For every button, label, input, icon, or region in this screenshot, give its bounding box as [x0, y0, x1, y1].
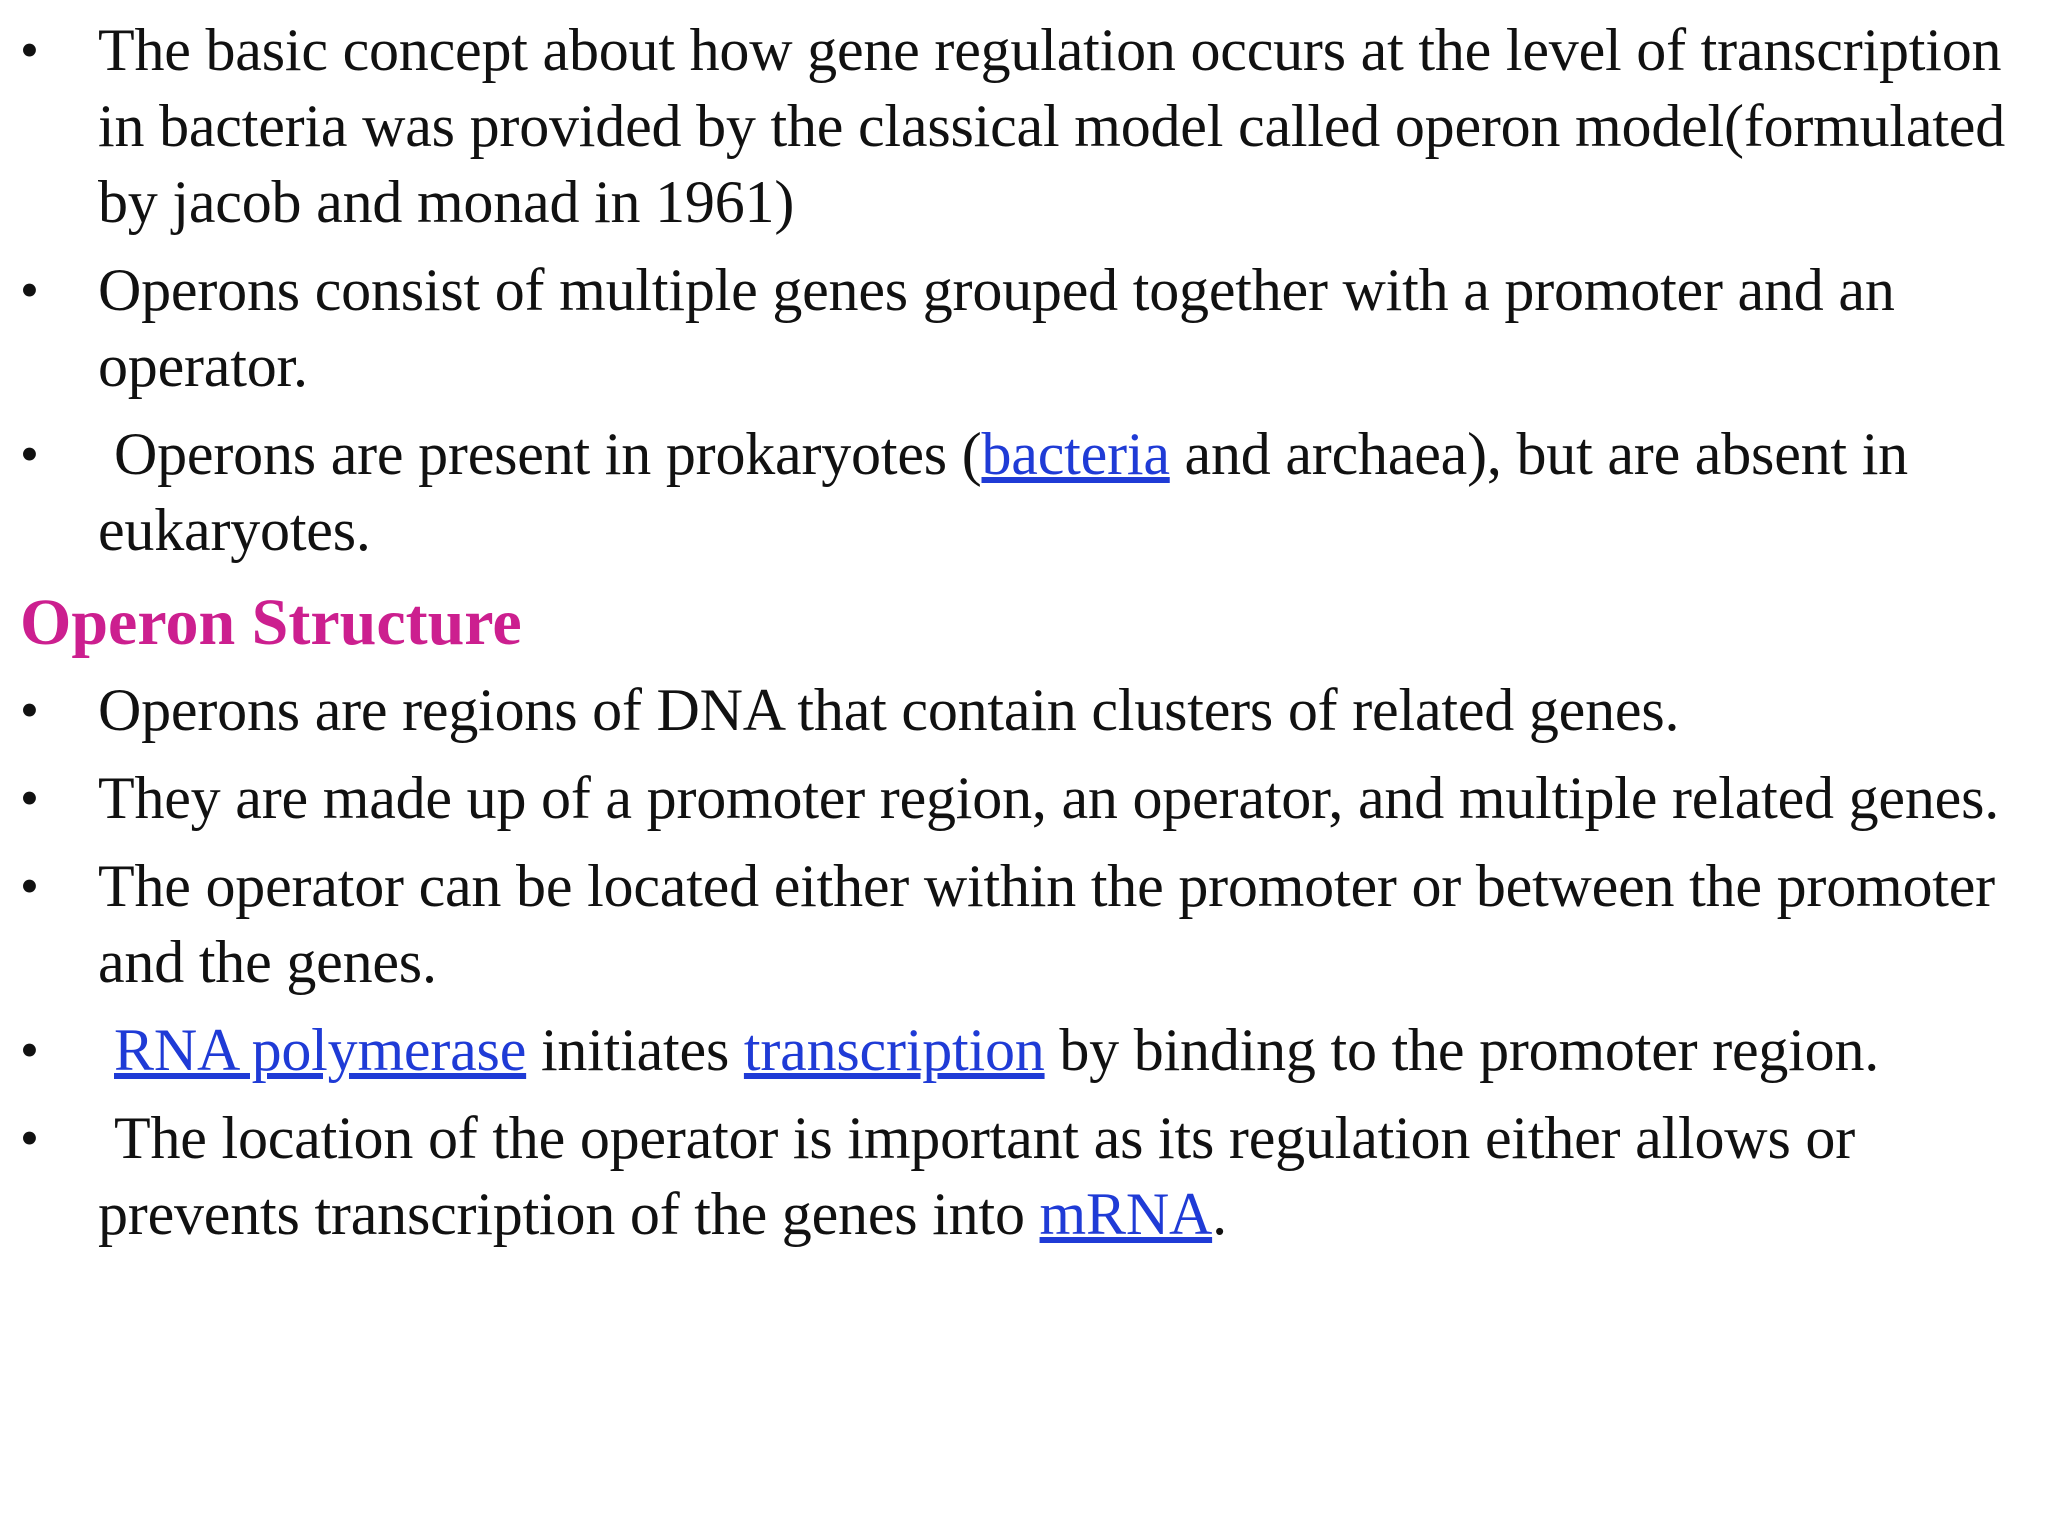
- bullet-text: Operons consist of multiple genes grouped together with a promoter and an operator.: [98, 257, 1895, 399]
- section-heading: Operon Structure: [20, 586, 522, 659]
- bullet-icon: •: [20, 768, 39, 828]
- rna-polymerase-link[interactable]: RNA polymerase: [114, 1017, 527, 1083]
- mrna-link[interactable]: mRNA: [1039, 1181, 1213, 1247]
- bullet-icon: •: [20, 1020, 39, 1080]
- bullet-icon: •: [20, 20, 39, 80]
- bullet-text: The basic concept about how gene regulation occurs at the level of transcription in bacteria was provided by the classical model called operon model(formulated by jacob and monad in 1961): [98, 17, 2006, 235]
- list-item: [20, 252, 2028, 404]
- bullet-text: They are made up of a promoter region, an operator, and multiple related genes.: [98, 765, 2000, 831]
- bullet-text-post: by binding to the promoter region.: [1044, 1017, 1880, 1083]
- bullet-text-mid: initiates: [526, 1017, 744, 1083]
- bullet-icon: •: [20, 260, 39, 320]
- bullet-text: The operator can be located either within the promoter or between the promoter and the genes.: [98, 853, 1995, 995]
- list-item: [20, 12, 2028, 240]
- intro-bullet-list: [20, 12, 2028, 568]
- bacteria-link[interactable]: bacteria: [981, 421, 1170, 487]
- list-item: [20, 760, 2028, 836]
- list-item: [20, 1100, 2028, 1252]
- bullet-text-post: .: [1212, 1181, 1227, 1247]
- structure-bullet-list: [20, 672, 2028, 1252]
- bullet-text: Operons are regions of DNA that contain clusters of related genes.: [98, 677, 1680, 743]
- bullet-icon: •: [20, 856, 39, 916]
- bullet-text-pre: Operons are present in prokaryotes (: [114, 421, 982, 487]
- bullet-text-post: and archaea), but are absent in eukaryotes.: [98, 421, 1908, 563]
- bullet-text-pre: The location of the operator is important as its regulation either allows or prevents transcription of the genes into: [98, 1105, 1855, 1247]
- list-item: [20, 848, 2028, 1000]
- bullet-icon: •: [20, 1108, 39, 1168]
- bullet-icon: •: [20, 680, 39, 740]
- transcription-link[interactable]: transcription: [743, 1017, 1045, 1083]
- list-item: [20, 416, 2028, 568]
- bullet-icon: •: [20, 424, 39, 484]
- list-item: [20, 1012, 2028, 1088]
- list-item: [20, 672, 2028, 748]
